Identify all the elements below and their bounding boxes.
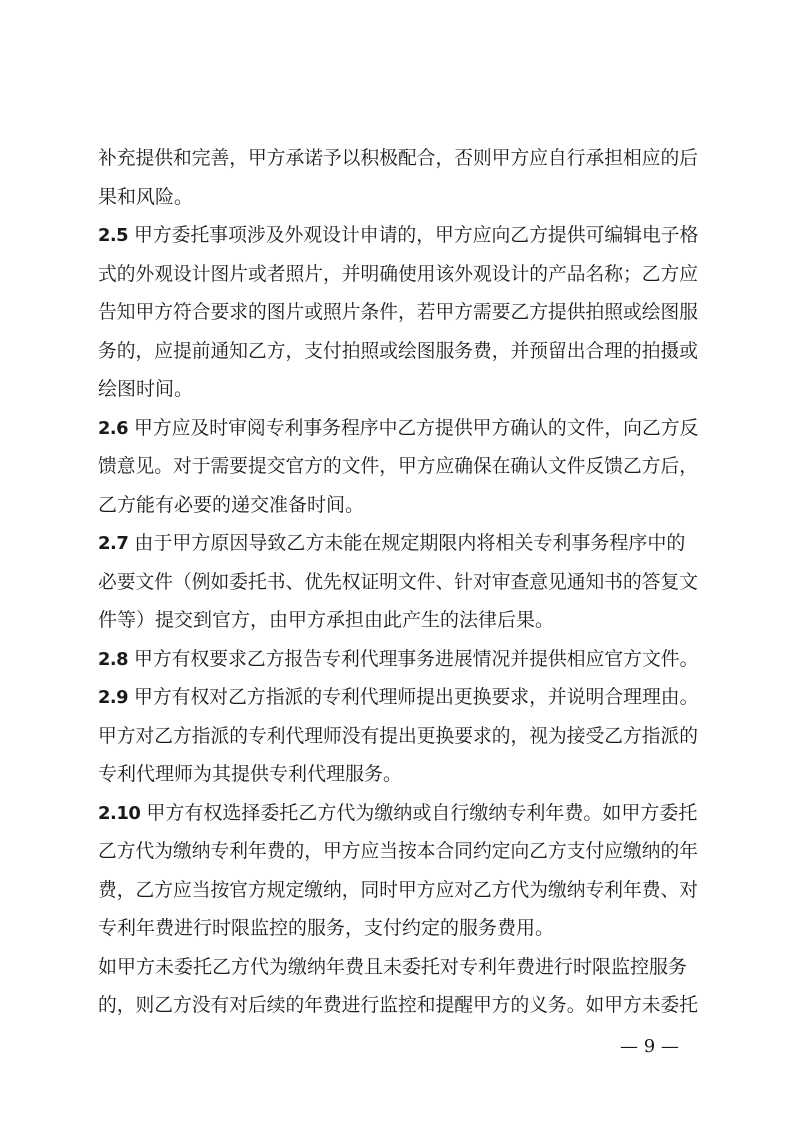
line-text: 专利年费进行时限监控的服务，支付约定的服务费用。 [98,917,555,939]
line-text: 补充提供和完善，甲方承诺予以积极配合，否则甲方应自行承担相应的后 [98,147,698,169]
text-line [98,948,698,987]
line-text: 绘图时间。 [98,378,194,400]
text-line [98,139,698,178]
line-text: 乙方代为缴纳专利年费的，甲方应当按本合同约定向乙方支付应缴纳的年 [98,840,698,862]
line-text: 甲方应及时审阅专利事务程序中乙方提供甲方确认的文件，向乙方反 [134,416,699,439]
text-line [98,794,698,833]
line-text: 如甲方未委托乙方代为缴纳年费且未委托对专利年费进行时限监控服务 [98,955,688,978]
text-line [98,986,698,1025]
clause-number: 2.8 [98,648,129,670]
line-text: 件等）提交到官方，由甲方承担由此产生的法律后果。 [98,609,555,631]
page-number: — 9 — [620,1036,679,1057]
text-line [98,447,698,486]
line-text: 必要文件（例如委托书、优先权证明文件、针对审查意见通知书的答复文 [98,570,698,593]
line-text: 馈意见。对于需要提交官方的文件，甲方应确保在确认文件反馈乙方后， [98,455,698,477]
line-text: 甲方有权对乙方指派的专利代理师提出更换要求，并说明合理理由。 [134,686,699,708]
line-text: 果和风险。 [98,185,194,208]
text-line [98,216,698,255]
text-line [98,717,698,756]
line-text: 由于甲方原因导致乙方未能在规定期限内将相关专利事务程序中的 [134,532,686,554]
line-text: 甲方有权要求乙方报告专利代理事务进展情况并提供相应官方文件。 [134,647,699,670]
line-text: 甲方有权选择委托乙方代为缴纳或自行缴纳专利年费。如甲方委托 [146,801,698,824]
text-line [98,178,698,217]
line-text: 务的，应提前通知乙方，支付拍照或绘图服务费，并预留出合理的拍摄或 [98,339,698,362]
line-text: 专利代理师为其提供专利代理服务。 [98,763,403,785]
text-line [98,486,698,525]
text-line [98,678,698,717]
text-line [98,871,698,910]
text-line [98,332,698,371]
text-line [98,409,698,448]
line-text: 甲方委托事项涉及外观设计申请的，甲方应向乙方提供可编辑电子格 [134,224,699,246]
line-text: 费，乙方应当按官方规定缴纳，同时甲方应对乙方代为缴纳专利年费、对 [98,878,698,901]
line-text: 甲方对乙方指派的专利代理师没有提出更换要求的，视为接受乙方指派的 [98,724,698,747]
text-line [98,255,698,294]
contract-body-text [98,139,698,1025]
clause-number: 2.10 [98,802,141,824]
text-line [98,601,698,640]
clause-number: 2.7 [98,533,129,554]
clause-number: 2.6 [98,417,129,439]
text-line [98,370,698,409]
clause-number: 2.9 [98,687,129,708]
line-text: 的，则乙方没有对后续的年费进行监控和提醒甲方的义务。如甲方未委托 [98,994,698,1016]
line-text: 乙方能有必要的递交准备时间。 [98,493,365,516]
text-line [98,563,698,602]
text-line [98,755,698,794]
text-line [98,524,698,563]
line-text: 告知甲方符合要求的图片或照片条件，若甲方需要乙方提供拍照或绘图服 [98,301,698,323]
line-text: 式的外观设计图片或者照片，并明确使用该外观设计的产品名称；乙方应 [98,262,698,285]
text-line [98,640,698,679]
text-line [98,832,698,871]
text-line [98,293,698,332]
clause-number: 2.5 [98,225,129,246]
text-line [98,909,698,948]
